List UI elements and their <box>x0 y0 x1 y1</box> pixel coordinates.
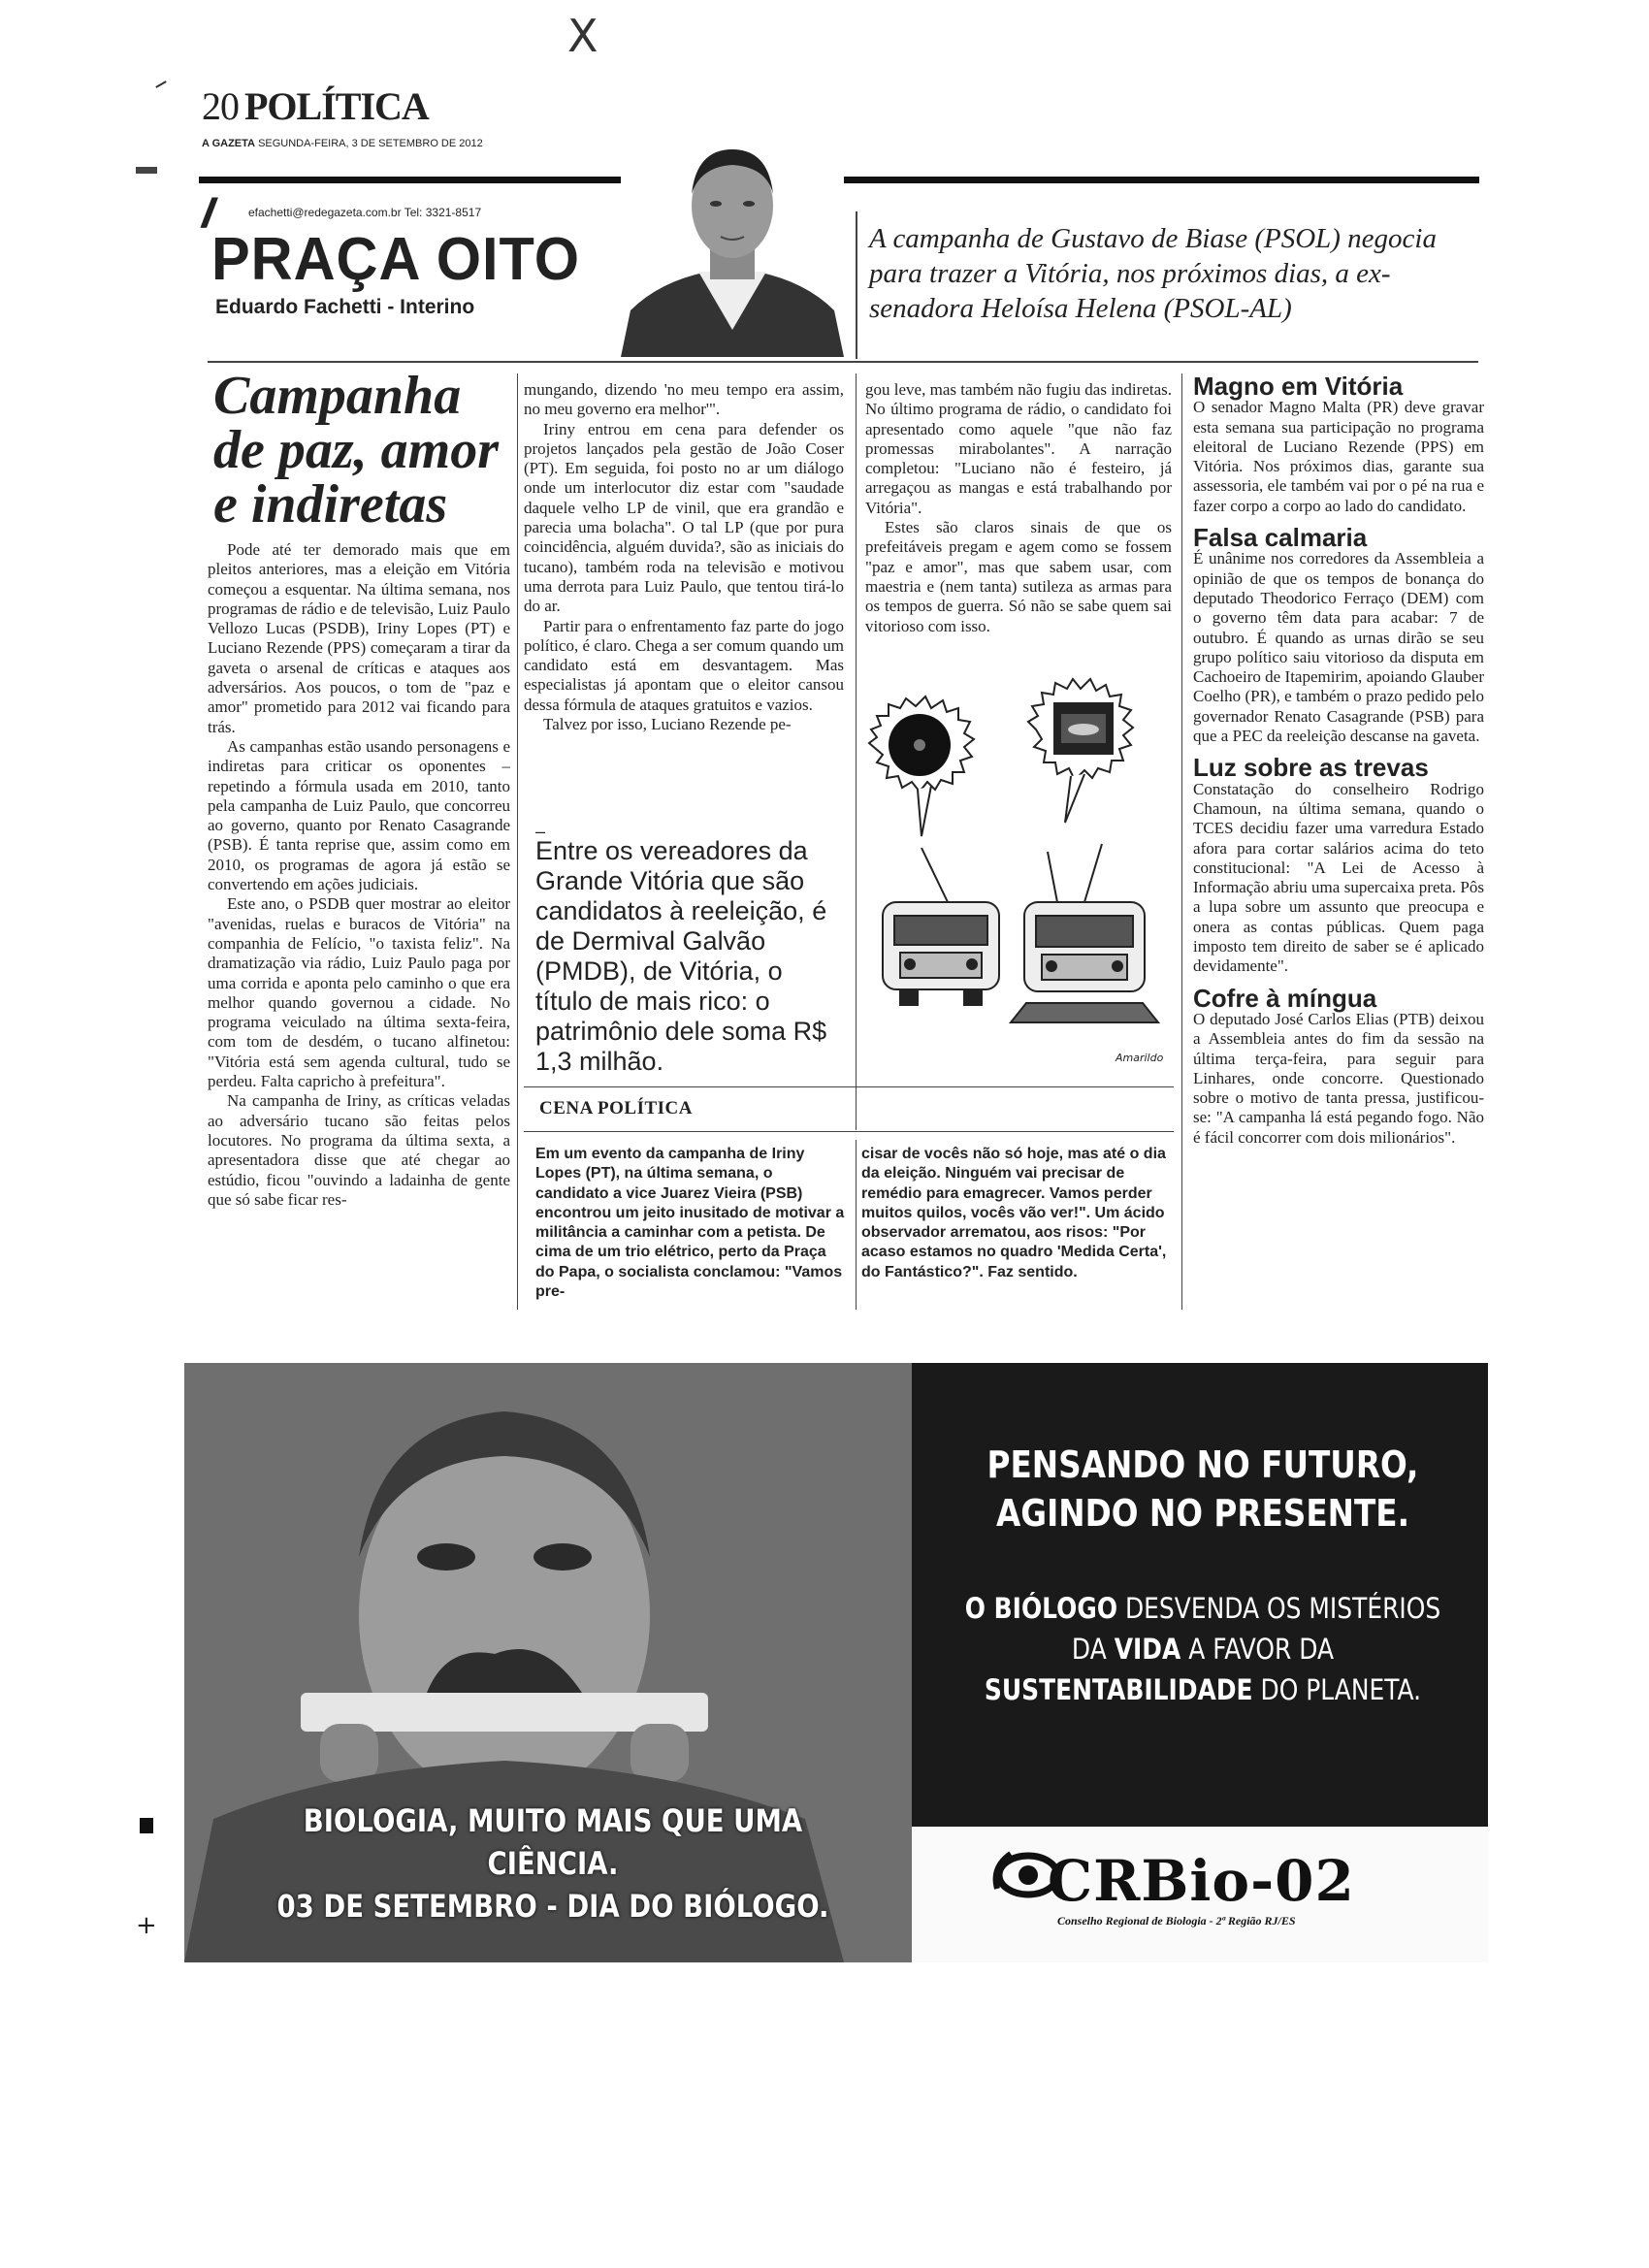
crbio-logo-text: CRBio-02 <box>1048 1848 1355 1914</box>
issue-date: SEGUNDA-FEIRA, 3 DE SETEMBRO DE 2012 <box>258 138 483 149</box>
paragraph: mungando, dizendo 'no meu tempo era assim, no meu governo era melhor'". <box>524 380 844 419</box>
radio-left-icon <box>883 848 999 1005</box>
ad-body-text: DESVENDA OS MISTÉRIOS <box>1117 1592 1441 1625</box>
ad-body-text: DA <box>1071 1633 1115 1666</box>
section-header <box>202 83 429 129</box>
header-bottom-rule <box>208 361 1478 363</box>
pull-quote <box>535 822 842 1077</box>
paragraph: Iriny entrou em cena para defender os projetos lançados pela gestão de João Coser (PT). Em seguida, foi posto no ar um diálogo onde um interlocutor diz estar com "saudade daquele velho LP de vinil, que era grandão e parecia uma bolacha". O tal LP (que por pura coincidência, alguém duvida?, são as iniciais do tucano), também roda na televisão e motivou uma derrota para Luiz Paulo, que tentou tirá-lo do ar. <box>524 419 844 616</box>
editorial-cartoon <box>861 662 1172 1079</box>
column-divider <box>856 373 857 1130</box>
ad-tagline-line-2: 03 DE SETEMBRO - DIA DO BIÓLOGO. <box>276 1888 829 1925</box>
note-title: Cofre à míngua <box>1193 983 1377 1013</box>
ad-body-emph: SUSTENTABILIDADE <box>984 1673 1253 1706</box>
note-title: Luz sobre as trevas <box>1193 753 1429 783</box>
paragraph: Pode até ter demorado mais que em pleitos anteriores, mas a eleição em Vitória começou a esquentar. Na última semana, nos programas de rádio e de televisão, Luiz Paulo Vellozo Lucas (PSDB), Iriny Lopes (PT) e Luciano Rezende (PPS) começaram a tirar da gaveta o arsenal de críticas e ataques aos adversários. Aos poucos, o tom de "paz e amor" prometido para 2012 vai ficando para trás. <box>208 540 510 736</box>
paragraph: Partir para o enfrentamento faz parte do jogo político, é claro. Chega a ser comum quando um candidato está em desvantagem. Mas especialistas já apontam que o eleitor cansou dessa fórmula de ataques gratuitos e vazios. <box>524 616 844 714</box>
column-divider <box>1181 373 1182 1310</box>
columnist-portrait <box>621 136 844 357</box>
note-text: Constatação do conselheiro Rodrigo Chamoun, na última semana, quando o TCES decidiu fazer uma varredura Estado afora para cortar salários acima do teto constitucional: "A Lei de Acesso à Informação abriu uma supercaixa preta. Pôs a lupa sobre um assunto que preocupa e onera as contas públicas. Quem paga imposto tem direito de saber se é aplicado devidamente". <box>1193 779 1484 976</box>
note-text: É unânime nos corredores da Assembleia a opinião de que os tempos de bonança do deputado Theodorico Ferraço (DEM) com o governo têm data para acabar: 7 de outubro. É quando as urnas dirão se seu grupo político saiu vitorioso da disputa em Cachoeiro de Itapemirim, apoiando Glauber Coelho (PR), e também o prazo pedido pelo governador Renato Casagrande (PSB) para que a PEC da reeleição descanse na gaveta. <box>1193 549 1484 746</box>
ad-body <box>961 1588 1445 1710</box>
column-teaser: A campanha de Gustavo de Biase (PSOL) negocia para trazer a Vitória, nos próximos dias, a ex-senadora Heloísa Helena (PSOL-AL) <box>869 223 1437 324</box>
paragraph: Estes são claros sinais de que os prefeitáveis pregam e agem como se fossem "paz e amor", mas que sabem usar, com maestria e (nem tanta) sutileza as armas para os tempos de guerra. Só não se sabe quem sai vitorioso com isso. <box>865 518 1172 635</box>
cena-politica-col-1: Em um evento da campanha de Iriny Lopes (PT), na última semana, o candidato a vice Juarez Vieira (PSB) encontrou um jeito inusitado de motivar a militância a caminhar com a petista. De cima de um trio elétrico, perto da Praça do Papa, o socialista conclamou: "Vamos pre- <box>535 1146 845 1301</box>
ad-tagline <box>252 1799 853 1928</box>
byline: Eduardo Fachetti - Interino <box>215 296 475 318</box>
paper-name: A GAZETA <box>202 138 255 149</box>
note-title: Magno em Vitória <box>1193 372 1404 401</box>
ad-body-emph: O BIÓLOGO <box>964 1592 1118 1625</box>
quote-dash: – <box>535 822 546 841</box>
registration-plus-icon: + <box>136 1911 157 1940</box>
cena-top-rule <box>524 1086 1174 1087</box>
note-text: O deputado José Carlos Elias (PTB) deixou a Assembleia antes do fim da sessão na última terça-feira, para seguir para Linhares, onde concorre. Questionado sobre o motivo de tanta pressa, justificou-se: "A campanha lá está pegando fogo. Não é fácil concorrer com dois milionários". <box>1193 1009 1484 1147</box>
margin-tick <box>155 81 166 88</box>
paragraph: As campanhas estão usando personagens e indiretas para criticar os oponentes – repetindo a fórmula usada em 2010, tanto pela campanha de Luiz Paulo, que concorreu ao governo, quanto por Renato Casagrande (PSB). É tanta reprise que, assim como em 2010, os programas de agora já estão se convertendo em ações judiciais. <box>208 736 510 894</box>
slash-logo-icon: // <box>202 190 206 236</box>
article-column-1 <box>208 540 510 1210</box>
cena-label-rule <box>524 1131 1174 1132</box>
handwritten-x-mark: X <box>567 10 598 62</box>
article-column-3 <box>865 380 1172 636</box>
teaser-divider <box>856 211 857 359</box>
ad-headline-line-1: PENSANDO NO FUTURO, <box>986 1443 1419 1486</box>
ad-body-text: A FAVOR DA <box>1180 1633 1335 1666</box>
paragraph: Talvez por isso, Luciano Rezende pe- <box>543 715 792 734</box>
paragraph: gou leve, mas também não fugiu das indiretas. No último programa de rádio, o candidato foi apresentado como aquele "que não faz promessas mirabolantes". A narração completou: "Luciano não é festeiro, já arregaçou as mangas e está trabalhando por Vitória". <box>865 380 1172 517</box>
crbio-advertisement <box>184 1363 1488 1962</box>
contact-line: efachetti@redegazeta.com.br Tel: 3321-8517 <box>248 206 482 219</box>
margin-marker <box>136 167 157 174</box>
note-text: O senador Magno Malta (PR) deve gravar esta semana sua participação no programa eleitoral de Luciano Rezende (PPS) em Vitória. Nos próximos dias, garante sua assessoria, ele também vai por o pé na rua e fazer corpo a corpo ao lado do candidato. <box>1193 398 1484 515</box>
cena-politica-label: CENA POLÍTICA <box>539 1098 693 1118</box>
column-divider <box>856 1140 857 1310</box>
ad-headline <box>986 1441 1419 1538</box>
cartoon-signature: Amarildo <box>1116 1052 1164 1064</box>
paragraph: Este ano, o PSDB quer mostrar ao eleitor "avenidas, ruelas e buracos de Vitória" na companhia de Felício, "o taxista feliz". Na dramatização via rádio, Luiz Paulo paga por uma corrida e aponta pelo caminho o que era melhor quando governou a cidade. No programa veiculado na última sexta-feira, com tom de desdém, o tucano alfinetou: "Vitória está sem agenda cultural, tudo se perdeu. Falta capricho à prefeitura". <box>208 894 510 1091</box>
radio-right-icon <box>1011 844 1158 1022</box>
ad-tagline-line-1: BIOLOGIA, MUITO MAIS QUE UMA CIÊNCIA. <box>303 1802 803 1882</box>
section-title: POLÍTICA <box>244 84 429 128</box>
article-column-2 <box>524 380 844 734</box>
crbio-logo-subtitle: Conselho Regional de Biologia - 2ª Região RJ/ES <box>1057 1914 1296 1928</box>
ad-headline-line-2: AGINDO NO PRESENTE. <box>995 1492 1410 1535</box>
ad-body-emph: VIDA <box>1114 1633 1181 1666</box>
page-number: 20 <box>202 84 239 128</box>
sidebar-notes <box>1193 372 1484 1159</box>
column-title: PRAÇA OITO <box>211 226 580 293</box>
registration-square <box>140 1818 153 1833</box>
ad-body-text: DO PLANETA. <box>1252 1673 1422 1706</box>
article-headline: Campanha de paz, amor e indiretas <box>213 366 499 535</box>
dateline <box>202 138 483 149</box>
paragraph: Na campanha de Iriny, as críticas veladas ao adversário tucano são feitas pelos locutores. No programa da última sexta, a apresentadora disse que até chegar ao estúdio, ficou "ouvindo a ladainha de gente que só sabe ficar res- <box>208 1091 510 1209</box>
pull-quote-text: Entre os vereadores da Grande Vitória que são candidatos à reeleição, é de Dermival Galvão (PMDB), de Vitória, o título de mais rico: o patrimônio dele soma R$ 1,3 milhão. <box>535 836 827 1076</box>
note-title: Falsa calmaria <box>1193 523 1368 553</box>
cena-politica-col-2: cisar de vocês não só hoje, mas até o dia da eleição. Ninguém vai precisar de remédio para emagrecer. Vamos perder muitos quilos, vocês vão ver!". Um ácido observador arrematou, aos risos: "Por acaso estamos no quadro 'Medida Certa', do Fantástico?". Faz sentido. <box>861 1146 1167 1280</box>
